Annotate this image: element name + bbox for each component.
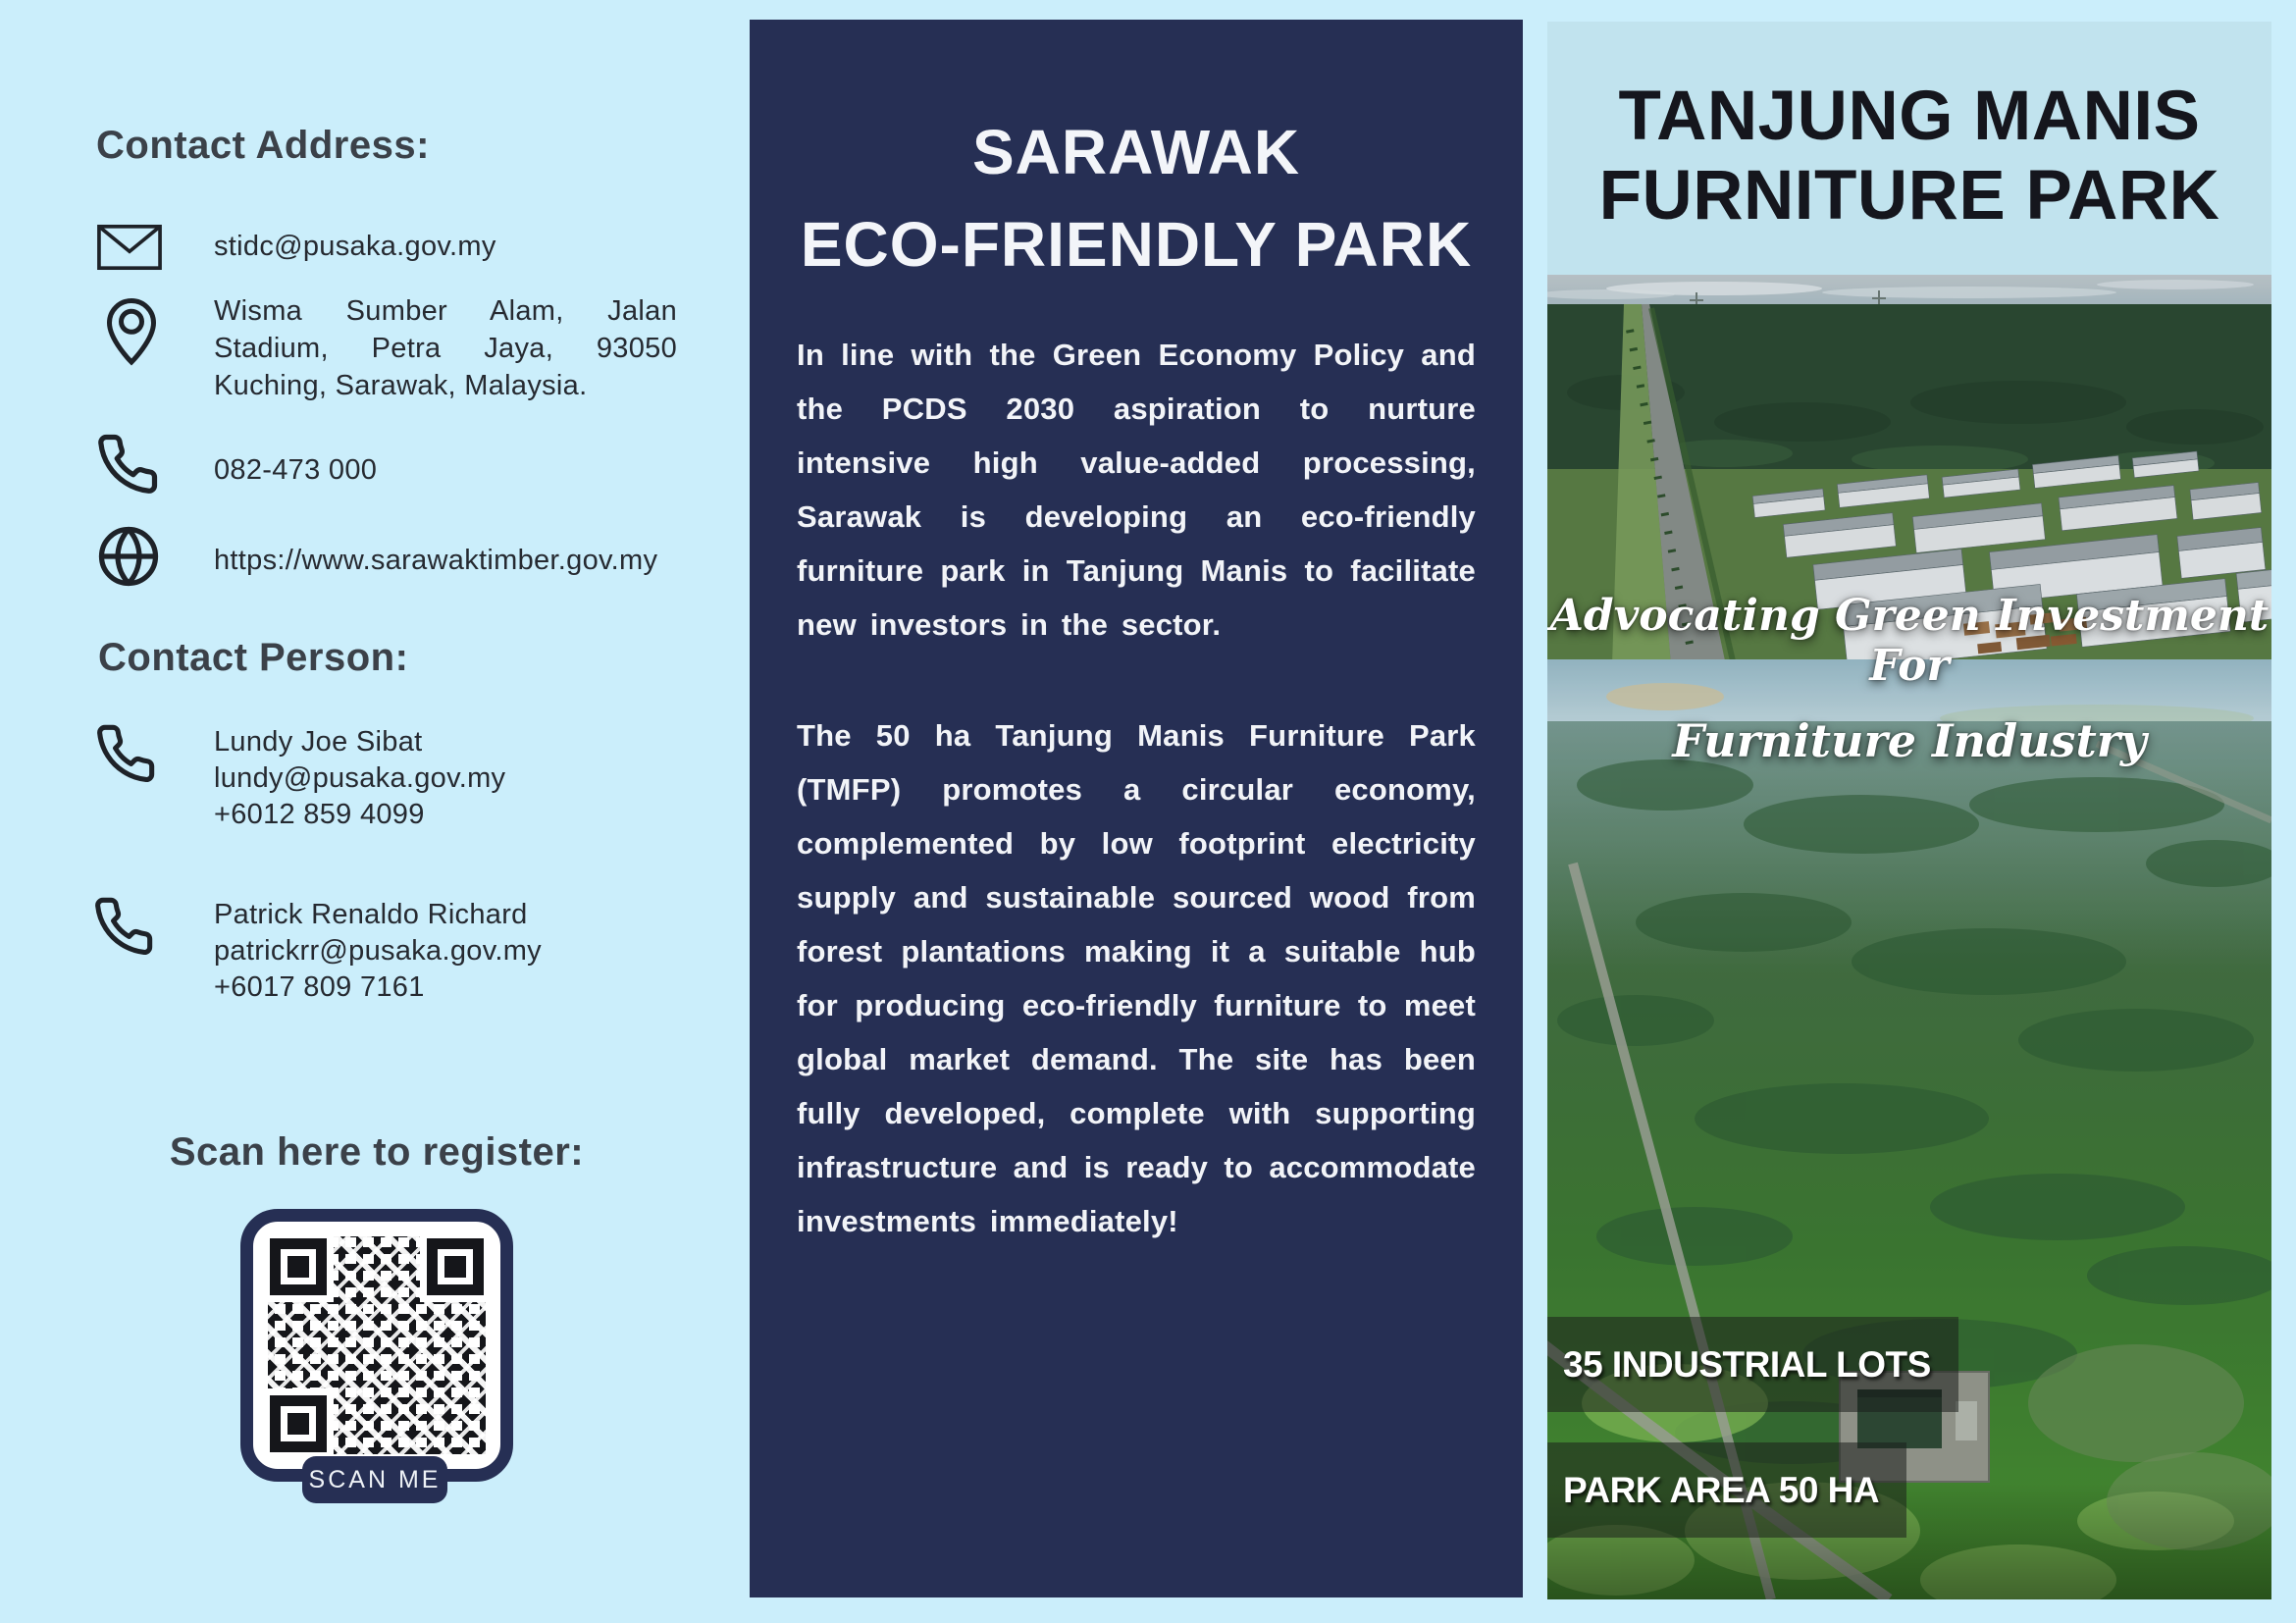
contact-website: https://www.sarawaktimber.gov.my xyxy=(214,545,658,576)
contact-person-1 xyxy=(214,724,505,833)
person-name: Lundy Joe Sibat xyxy=(214,726,423,758)
contact-address-heading: Contact Address: xyxy=(96,124,430,167)
brochure-title-line1: TANJUNG MANIS xyxy=(1618,78,2201,155)
phone-icon xyxy=(91,895,156,958)
panel-title-line2: ECO-FRIENDLY PARK xyxy=(800,209,1473,280)
photo-caption-line1: Advocating Green Investment For xyxy=(1549,591,2270,691)
panel-title-line1: SARAWAK xyxy=(971,117,1301,187)
scan-me-badge: SCAN ME xyxy=(302,1456,447,1503)
scan-heading: Scan here to register: xyxy=(169,1130,585,1174)
contact-person-2 xyxy=(214,897,542,1006)
park-area-badge: PARK AREA 50 HA xyxy=(1547,1442,1906,1538)
panel-title xyxy=(750,106,1523,290)
globe-icon xyxy=(96,524,161,589)
photo-caption xyxy=(1547,591,2271,767)
person-phone: +6017 809 7161 xyxy=(214,971,425,1003)
address-line: Wisma Sumber Alam, Jalan xyxy=(214,295,677,327)
contact-phone: 082-473 000 xyxy=(214,454,378,486)
person-phone: +6012 859 4099 xyxy=(214,799,425,830)
phone-icon xyxy=(93,722,158,785)
person-email: lundy@pusaka.gov.my xyxy=(214,762,506,794)
qr-finder-icon xyxy=(270,1395,327,1452)
industrial-lots-badge: 35 INDUSTRIAL LOTS xyxy=(1547,1317,1958,1412)
intro-paragraph: In line with the Green Economy Policy and the PCDS 2030 aspiration to nurture intensive high value-added processing, Sarawak is developing an eco-friendly furniture park in Tanjung Manis to facilitate new investors in the sector. xyxy=(797,338,1476,642)
eco-park-panel xyxy=(750,20,1523,1597)
qr-finder-icon xyxy=(270,1238,327,1295)
qr-finder-icon xyxy=(427,1238,484,1295)
aerial-photo xyxy=(1547,275,2271,1599)
qr-pattern xyxy=(268,1236,486,1454)
address-line: Kuching, Sarawak, Malaysia. xyxy=(214,370,588,401)
address-line: Stadium, Petra Jaya, 93050 xyxy=(214,333,677,364)
contact-person-heading: Contact Person: xyxy=(98,636,409,679)
map-pin-icon xyxy=(102,290,161,375)
person-name: Patrick Renaldo Richard xyxy=(214,899,528,930)
contact-address xyxy=(214,292,677,404)
qr-code xyxy=(240,1209,513,1482)
brochure-title xyxy=(1547,22,2271,275)
detail-paragraph: The 50 ha Tanjung Manis Furniture Park (TMFP) promotes a circular economy, complemented by low footprint electricity supply and sustainable sourced wood from forest plantations making it a suitable hub for producing eco-friendly furniture to meet global market demand. The site has been fully developed, complete with supporting infrastructure and is ready to accommodate investments immediately! xyxy=(797,718,1476,1238)
contact-email: stidc@pusaka.gov.my xyxy=(214,231,496,262)
brochure-title-line2: FURNITURE PARK xyxy=(1598,157,2220,235)
photo-caption-line2: Furniture Industry xyxy=(1672,714,2147,767)
phone-icon xyxy=(94,432,161,497)
envelope-icon xyxy=(95,224,164,271)
person-email: patrickrr@pusaka.gov.my xyxy=(214,935,542,967)
